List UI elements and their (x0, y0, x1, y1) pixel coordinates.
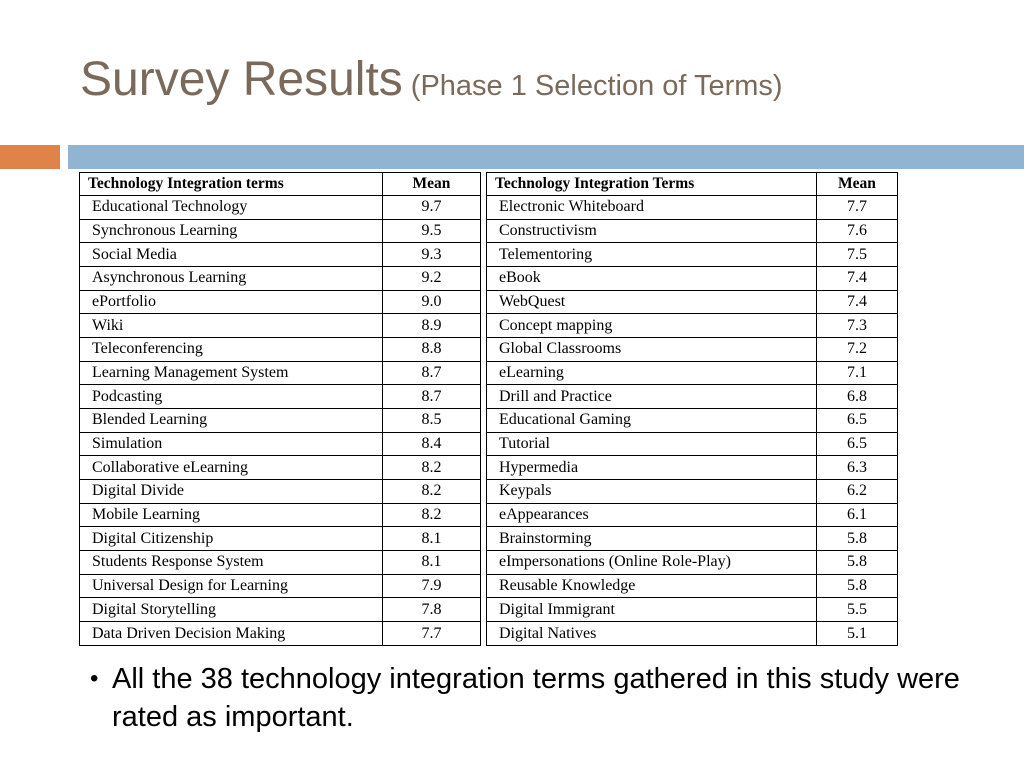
bullet-marker: • (90, 665, 99, 692)
right-term-cell: Hypermedia (487, 456, 817, 480)
right-mean-cell: 7.5 (817, 243, 898, 267)
right-term-cell: eLearning (487, 361, 817, 385)
terms-table (79, 172, 898, 646)
left-mean-cell: 9.2 (383, 267, 481, 291)
table-row (80, 480, 898, 504)
table-row (80, 314, 898, 338)
table-row (80, 196, 898, 220)
left-term-cell: Mobile Learning (80, 503, 383, 527)
left-term-cell: ePortfolio (80, 290, 383, 314)
right-term-cell: WebQuest (487, 290, 817, 314)
left-term-cell: Blended Learning (80, 409, 383, 433)
right-term-cell: Brainstorming (487, 527, 817, 551)
left-term-cell: Synchronous Learning (80, 219, 383, 243)
right-term-cell: Keypals (487, 480, 817, 504)
table-body (80, 196, 898, 646)
left-mean-cell: 9.3 (383, 243, 481, 267)
bullet-text: All the 38 technology integration terms gathered in this study were rated as important. (112, 663, 960, 733)
left-mean-cell: 8.7 (383, 361, 481, 385)
left-mean-cell: 8.7 (383, 385, 481, 409)
terms-table-container (79, 172, 897, 646)
table-row (80, 219, 898, 243)
left-term-cell: Podcasting (80, 385, 383, 409)
table-row (80, 598, 898, 622)
right-term-cell: Telementoring (487, 243, 817, 267)
right-mean-cell: 7.1 (817, 361, 898, 385)
right-mean-cell: 7.6 (817, 219, 898, 243)
right-term-cell: eAppearances (487, 503, 817, 527)
left-term-cell: Students Response System (80, 551, 383, 575)
right-term-cell: Digital Natives (487, 622, 817, 646)
right-mean-cell: 5.8 (817, 527, 898, 551)
left-term-cell: Digital Storytelling (80, 598, 383, 622)
left-mean-cell: 9.5 (383, 219, 481, 243)
right-term-cell: Tutorial (487, 432, 817, 456)
right-term-cell: Concept mapping (487, 314, 817, 338)
left-mean-cell: 8.1 (383, 527, 481, 551)
table-row (80, 503, 898, 527)
table-row (80, 456, 898, 480)
left-mean-cell: 8.8 (383, 338, 481, 362)
right-mean-cell: 5.5 (817, 598, 898, 622)
left-term-cell: Data Driven Decision Making (80, 622, 383, 646)
table-row (80, 243, 898, 267)
right-term-cell: Drill and Practice (487, 385, 817, 409)
bullet-point (90, 660, 970, 736)
right-mean-cell: 5.8 (817, 574, 898, 598)
right-term-cell: Constructivism (487, 219, 817, 243)
right-mean-cell: 5.1 (817, 622, 898, 646)
left-mean-cell: 9.7 (383, 196, 481, 220)
slide-title (80, 52, 783, 107)
right-mean-cell: 6.5 (817, 432, 898, 456)
right-term-cell: Electronic Whiteboard (487, 196, 817, 220)
right-mean-cell: 6.8 (817, 385, 898, 409)
right-term-cell: Reusable Knowledge (487, 574, 817, 598)
right-mean-cell: 7.7 (817, 196, 898, 220)
table-row (80, 527, 898, 551)
left-mean-cell: 8.5 (383, 409, 481, 433)
right-mean-cell: 7.4 (817, 290, 898, 314)
table-row (80, 574, 898, 598)
table-row (80, 551, 898, 575)
table-row (80, 432, 898, 456)
left-term-cell: Universal Design for Learning (80, 574, 383, 598)
left-mean-cell: 7.7 (383, 622, 481, 646)
left-term-cell: Teleconferencing (80, 338, 383, 362)
right-mean-cell: 6.5 (817, 409, 898, 433)
accent-bar-blue (68, 145, 1024, 169)
left-mean-cell: 8.9 (383, 314, 481, 338)
left-term-cell: Educational Technology (80, 196, 383, 220)
table-row (80, 622, 898, 646)
right-mean-cell: 7.2 (817, 338, 898, 362)
left-term-cell: Simulation (80, 432, 383, 456)
left-mean-cell: 8.4 (383, 432, 481, 456)
right-mean-cell: 7.3 (817, 314, 898, 338)
table-row (80, 338, 898, 362)
left-mean-cell: 8.2 (383, 503, 481, 527)
title-subtitle: (Phase 1 Selection of Terms) (410, 70, 783, 102)
table-row (80, 409, 898, 433)
right-term-cell: Global Classrooms (487, 338, 817, 362)
left-mean-cell: 8.2 (383, 480, 481, 504)
table-row (80, 290, 898, 314)
left-term-cell: Asynchronous Learning (80, 267, 383, 291)
right-mean-cell: 5.8 (817, 551, 898, 575)
right-mean-cell: 7.4 (817, 267, 898, 291)
left-mean-cell: 8.2 (383, 456, 481, 480)
left-term-cell: Wiki (80, 314, 383, 338)
header-right-term: Technology Integration Terms (487, 173, 817, 196)
table-row (80, 385, 898, 409)
left-mean-cell: 7.8 (383, 598, 481, 622)
left-term-cell: Learning Management System (80, 361, 383, 385)
header-left-mean: Mean (383, 173, 481, 196)
left-term-cell: Collaborative eLearning (80, 456, 383, 480)
left-mean-cell: 7.9 (383, 574, 481, 598)
left-term-cell: Social Media (80, 243, 383, 267)
title-main: Survey Results (80, 53, 403, 106)
table-header-row (80, 173, 898, 196)
header-right-mean: Mean (817, 173, 898, 196)
left-mean-cell: 8.1 (383, 551, 481, 575)
right-mean-cell: 6.2 (817, 480, 898, 504)
right-term-cell: Digital Immigrant (487, 598, 817, 622)
right-term-cell: eImpersonations (Online Role-Play) (487, 551, 817, 575)
right-term-cell: eBook (487, 267, 817, 291)
left-mean-cell: 9.0 (383, 290, 481, 314)
header-left-term: Technology Integration terms (80, 173, 383, 196)
table-row (80, 267, 898, 291)
right-mean-cell: 6.3 (817, 456, 898, 480)
right-mean-cell: 6.1 (817, 503, 898, 527)
right-term-cell: Educational Gaming (487, 409, 817, 433)
left-term-cell: Digital Divide (80, 480, 383, 504)
table-row (80, 361, 898, 385)
accent-bar-orange (0, 145, 60, 169)
left-term-cell: Digital Citizenship (80, 527, 383, 551)
